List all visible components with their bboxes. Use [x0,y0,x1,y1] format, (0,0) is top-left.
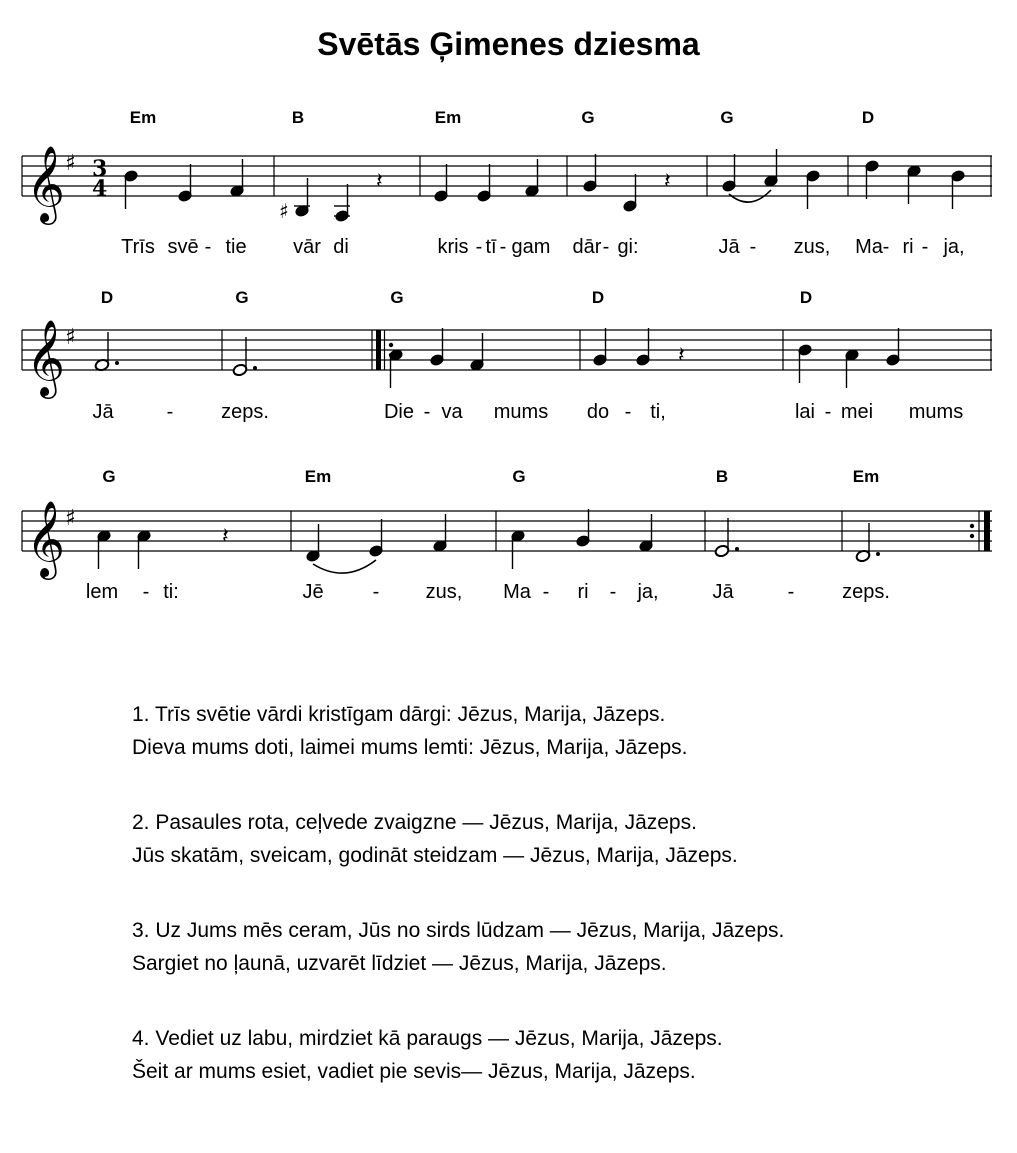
treble-clef-icon: 𝄞 [26,319,66,396]
sharp-icon: ♯ [65,151,76,176]
lyric-syllable: ja, [943,236,965,258]
staff-1 [0,120,1017,230]
lyric-syllable: Ma [855,236,883,258]
chord: G [102,467,116,486]
chord: B [715,467,729,486]
lyric-syllable: svē [167,236,199,258]
lyric-syllable: Jā [718,236,740,258]
chord: G [581,108,595,127]
lyric-syllable: zeps. [221,401,269,423]
lyric-syllable: ja, [637,581,659,603]
time-signature: 4 [92,176,108,202]
lyric-syllable: ti: [163,581,179,603]
chord: D [100,288,114,307]
chord: D [591,288,605,307]
lyric-syllable: - [372,581,380,603]
verse-line: 2. Pasaules rota, ceļvede zvaigzne — Jēzus, Marija, Jāzeps. [132,811,697,834]
lyric-syllable: - [499,236,507,258]
time-signature: 3 [92,156,108,182]
lyric-syllable: zeps. [842,581,890,603]
chord: G [720,108,734,127]
slur [313,560,376,573]
staff-3 [0,480,1017,590]
lyric-syllable: - [749,236,757,258]
lyric-syllable: Jē [302,581,324,603]
verse-line: 4. Vediet uz labu, mirdziet kā paraugs — Jēzus, Marija, Jāzeps. [132,1027,723,1050]
chord: G [390,288,404,307]
chord: Em [434,108,462,127]
quarter-rest-icon: 𝄽 [222,524,229,549]
lyric-syllable: ti, [650,401,666,423]
lyric-syllable: mums [908,401,964,423]
chord: Em [304,467,332,486]
lyric-syllable: Ma [503,581,531,603]
lyric-syllable: do [586,401,610,423]
quarter-rest-icon: 𝄽 [678,343,685,368]
lyric-syllable: - [204,236,212,258]
lyric-syllable: - [609,581,617,603]
lyric-syllable: - [787,581,795,603]
sharp-icon: ♯ [65,506,76,531]
lyric-syllable: - [166,401,174,423]
treble-clef-icon: 𝄞 [26,145,66,222]
lyric-syllable: zus, [425,581,463,603]
verse-1 [132,698,784,764]
lyric-syllable: Jā [712,581,734,603]
staff-2 [0,300,1017,410]
treble-clef-icon: 𝄞 [26,500,66,577]
verse-line: 1. Trīs svētie vārdi kristīgam dārgi: Jēzus, Marija, Jāzeps. [132,703,666,726]
lyric-syllable: - [423,401,431,423]
lyric-syllable: Die [383,401,415,423]
lyric-syllable: gi: [617,236,639,258]
verse-2 [132,806,784,872]
lyric-syllable: - [882,236,890,258]
repeat-start-bar [376,330,381,370]
lyric-syllable: - [142,581,150,603]
quarter-rest-icon: 𝄽 [664,169,671,194]
quarter-rest-icon: 𝄽 [376,169,383,194]
lyric-syllable: vār [293,236,321,258]
lyric-syllable: Jā [92,401,114,423]
lyric-syllable: va [441,401,463,423]
lyric-syllable: - [921,236,929,258]
chord: G [235,288,249,307]
lyric-syllable: ri [902,236,914,258]
verse-line: Jūs skatām, sveicam, godināt steidzam — Jēzus, Marija, Jāzeps. [132,844,738,867]
chord: D [799,288,813,307]
chord: B [291,108,305,127]
lyric-syllable: mums [493,401,549,423]
lyric-syllable: mei [840,401,874,423]
lyric-syllable: - [602,236,610,258]
lyric-syllable: zus, [793,236,831,258]
sharp-icon: ♯ [65,325,76,350]
sharp-icon: ♯ [279,199,289,223]
lyric-syllable: - [542,581,550,603]
verse-3 [132,914,784,980]
verse-line: Šeit ar mums esiet, vadiet pie sevis— Jēzus, Marija, Jāzeps. [132,1060,696,1083]
lyric-syllable: Trīs [121,236,155,258]
verse-line: 3. Uz Jums mēs ceram, Jūs no sirds lūdzam — Jēzus, Marija, Jāzeps. [132,919,785,942]
verses [132,698,784,1130]
verse-4 [132,1022,784,1088]
lyric-syllable: lai [794,401,816,423]
lyric-syllable: gam [511,236,551,258]
verse-line: Dieva mums doti, laimei mums lemti: Jēzus, Marija, Jāzeps. [132,736,688,759]
verse-line: Sargiet no ļaunā, uzvarēt līdziet — Jēzus, Marija, Jāzeps. [132,952,667,975]
lyric-syllable: - [824,401,832,423]
chord: Em [852,467,880,486]
chord: G [512,467,526,486]
song-title: Svētās Ģimenes dziesma [317,26,700,62]
lyric-syllable: tie [225,236,247,258]
lyric-syllable: kris [437,236,469,258]
lyric-syllable: tī [485,236,497,258]
lyric-syllable: lem [85,581,119,603]
lyric-syllable: dār [572,236,602,258]
chord: D [861,108,875,127]
lyric-syllable: - [624,401,632,423]
lyric-syllable: - [475,236,483,258]
lyric-syllable: di [333,236,349,258]
repeat-end-bar [984,511,990,551]
chord: Em [129,108,157,127]
lyric-syllable: ri [577,581,589,603]
